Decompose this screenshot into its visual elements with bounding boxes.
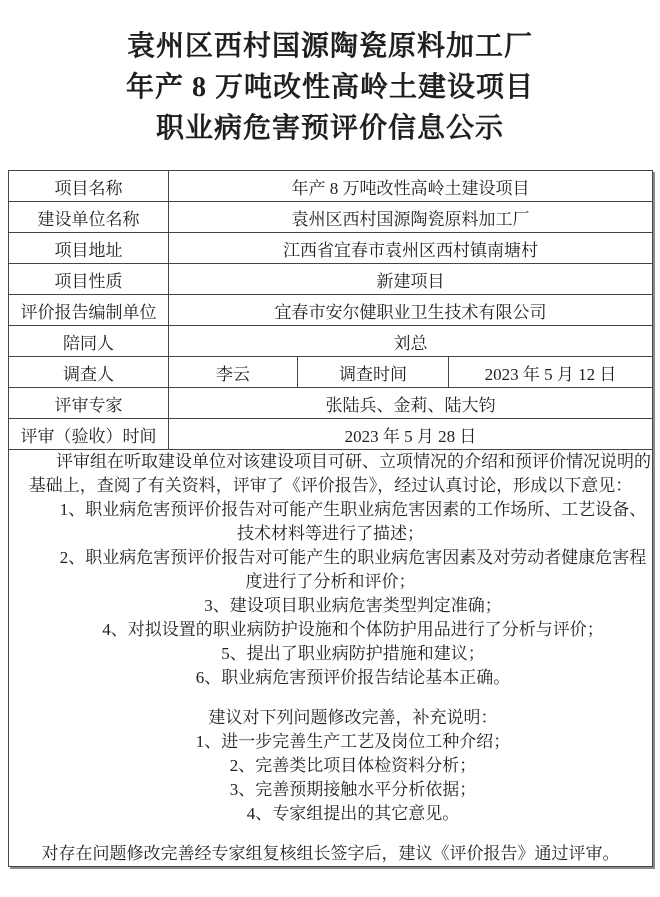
- project-nature-label: 项目性质: [9, 264, 169, 295]
- surveyor-label: 调查人: [9, 357, 169, 388]
- survey-time-label: 调查时间: [298, 357, 449, 388]
- table-row-project-address: [9, 233, 653, 264]
- survey-time-value: 2023 年 5 月 12 日: [449, 357, 653, 388]
- opinion-line: 4、专家组提出的其它意见。: [246, 804, 460, 823]
- table-row-construction-unit: [9, 202, 653, 233]
- accompanying-person-label: 陪同人: [9, 326, 169, 357]
- title-line-2: 年产 8 万吨改性高岭土建设项目: [125, 72, 534, 103]
- project-address-value: 江西省宜春市袁州区西村镇南塘村: [169, 233, 653, 264]
- title-line-1: 袁州区西村国源陶瓷原料加工厂: [126, 31, 533, 62]
- opinion-line: 1、进一步完善生产工艺及岗位工种介绍；: [195, 732, 511, 751]
- report-compiler-label: 评价报告编制单位: [9, 295, 169, 326]
- review-experts-value: 张陆兵、金莉、陆大钧: [169, 388, 653, 419]
- project-name-label: 项目名称: [9, 171, 169, 202]
- table-row-project-nature: [9, 264, 653, 295]
- table-row-accompanying-person: [9, 326, 653, 357]
- opinion-line: 1、职业病危害预评价报告对可能产生职业病危害因素的工作场所、工艺设备、: [59, 500, 647, 519]
- opinion-line: 3、建设项目职业病危害类型判定准确；: [204, 596, 502, 615]
- title-line-3: 职业病危害预评价信息公示: [155, 113, 504, 144]
- project-nature-value: 新建项目: [169, 264, 653, 295]
- opinion-line: 技术材料等进行了描述；: [237, 524, 424, 543]
- opinion-blank-line: [11, 690, 650, 706]
- review-opinion-cell: [9, 450, 653, 867]
- table-row-project-name: [9, 171, 653, 202]
- surveyor-value: 李云: [169, 357, 298, 388]
- opinion-line: 2、职业病危害预评价报告对可能产生的职业病危害因素及对劳动者健康危害程: [59, 548, 647, 567]
- construction-unit-value: 袁州区西村国源陶瓷原料加工厂: [169, 202, 653, 233]
- info-table: [8, 170, 653, 867]
- project-name-value: 年产 8 万吨改性高岭土建设项目: [169, 171, 653, 202]
- opinion-line: 建议对下列问题修改完善，补充说明：: [208, 708, 498, 727]
- table-row-report-compiler: [9, 295, 653, 326]
- table-row-review-opinion: [9, 450, 653, 867]
- opinion-blank-line: [11, 826, 650, 842]
- table-row-review-experts: [9, 388, 653, 419]
- opinion-line: 6、职业病危害预评价报告结论基本正确。: [195, 668, 511, 687]
- review-time-value: 2023 年 5 月 28 日: [169, 419, 653, 450]
- document-title: [0, 0, 660, 149]
- table-row-review-time: [9, 419, 653, 450]
- opinion-line: 2、完善类比项目体检资料分析；: [229, 756, 477, 775]
- opinion-line: 基础上，查阅了有关资料，评审了《评价报告》，经过认真讨论，形成以下意见：: [28, 476, 633, 495]
- opinion-line: 4、对拟设置的职业病防护设施和个体防护用品进行了分析与评价；: [102, 620, 604, 639]
- project-address-label: 项目地址: [9, 233, 169, 264]
- table-row-surveyor: [9, 357, 653, 388]
- report-compiler-value: 宜春市安尔健职业卫生技术有限公司: [169, 295, 653, 326]
- opinion-line: 度进行了分析和评价；: [245, 572, 416, 591]
- opinion-line: 评审组在听取建设单位对该建设项目可研、立项情况的介绍和预评价情况说明的: [56, 452, 651, 471]
- opinion-line: 5、提出了职业病防护措施和建议；: [221, 644, 485, 663]
- review-time-label: 评审（验收）时间: [9, 419, 169, 450]
- opinion-line: 3、完善预期接触水平分析依据；: [229, 780, 477, 799]
- review-experts-label: 评审专家: [9, 388, 169, 419]
- accompanying-person-value: 刘总: [169, 326, 653, 357]
- opinion-line: 对存在问题修改完善经专家组复核组长签字后，建议《评价报告》通过评审。: [41, 844, 620, 863]
- construction-unit-label: 建设单位名称: [9, 202, 169, 233]
